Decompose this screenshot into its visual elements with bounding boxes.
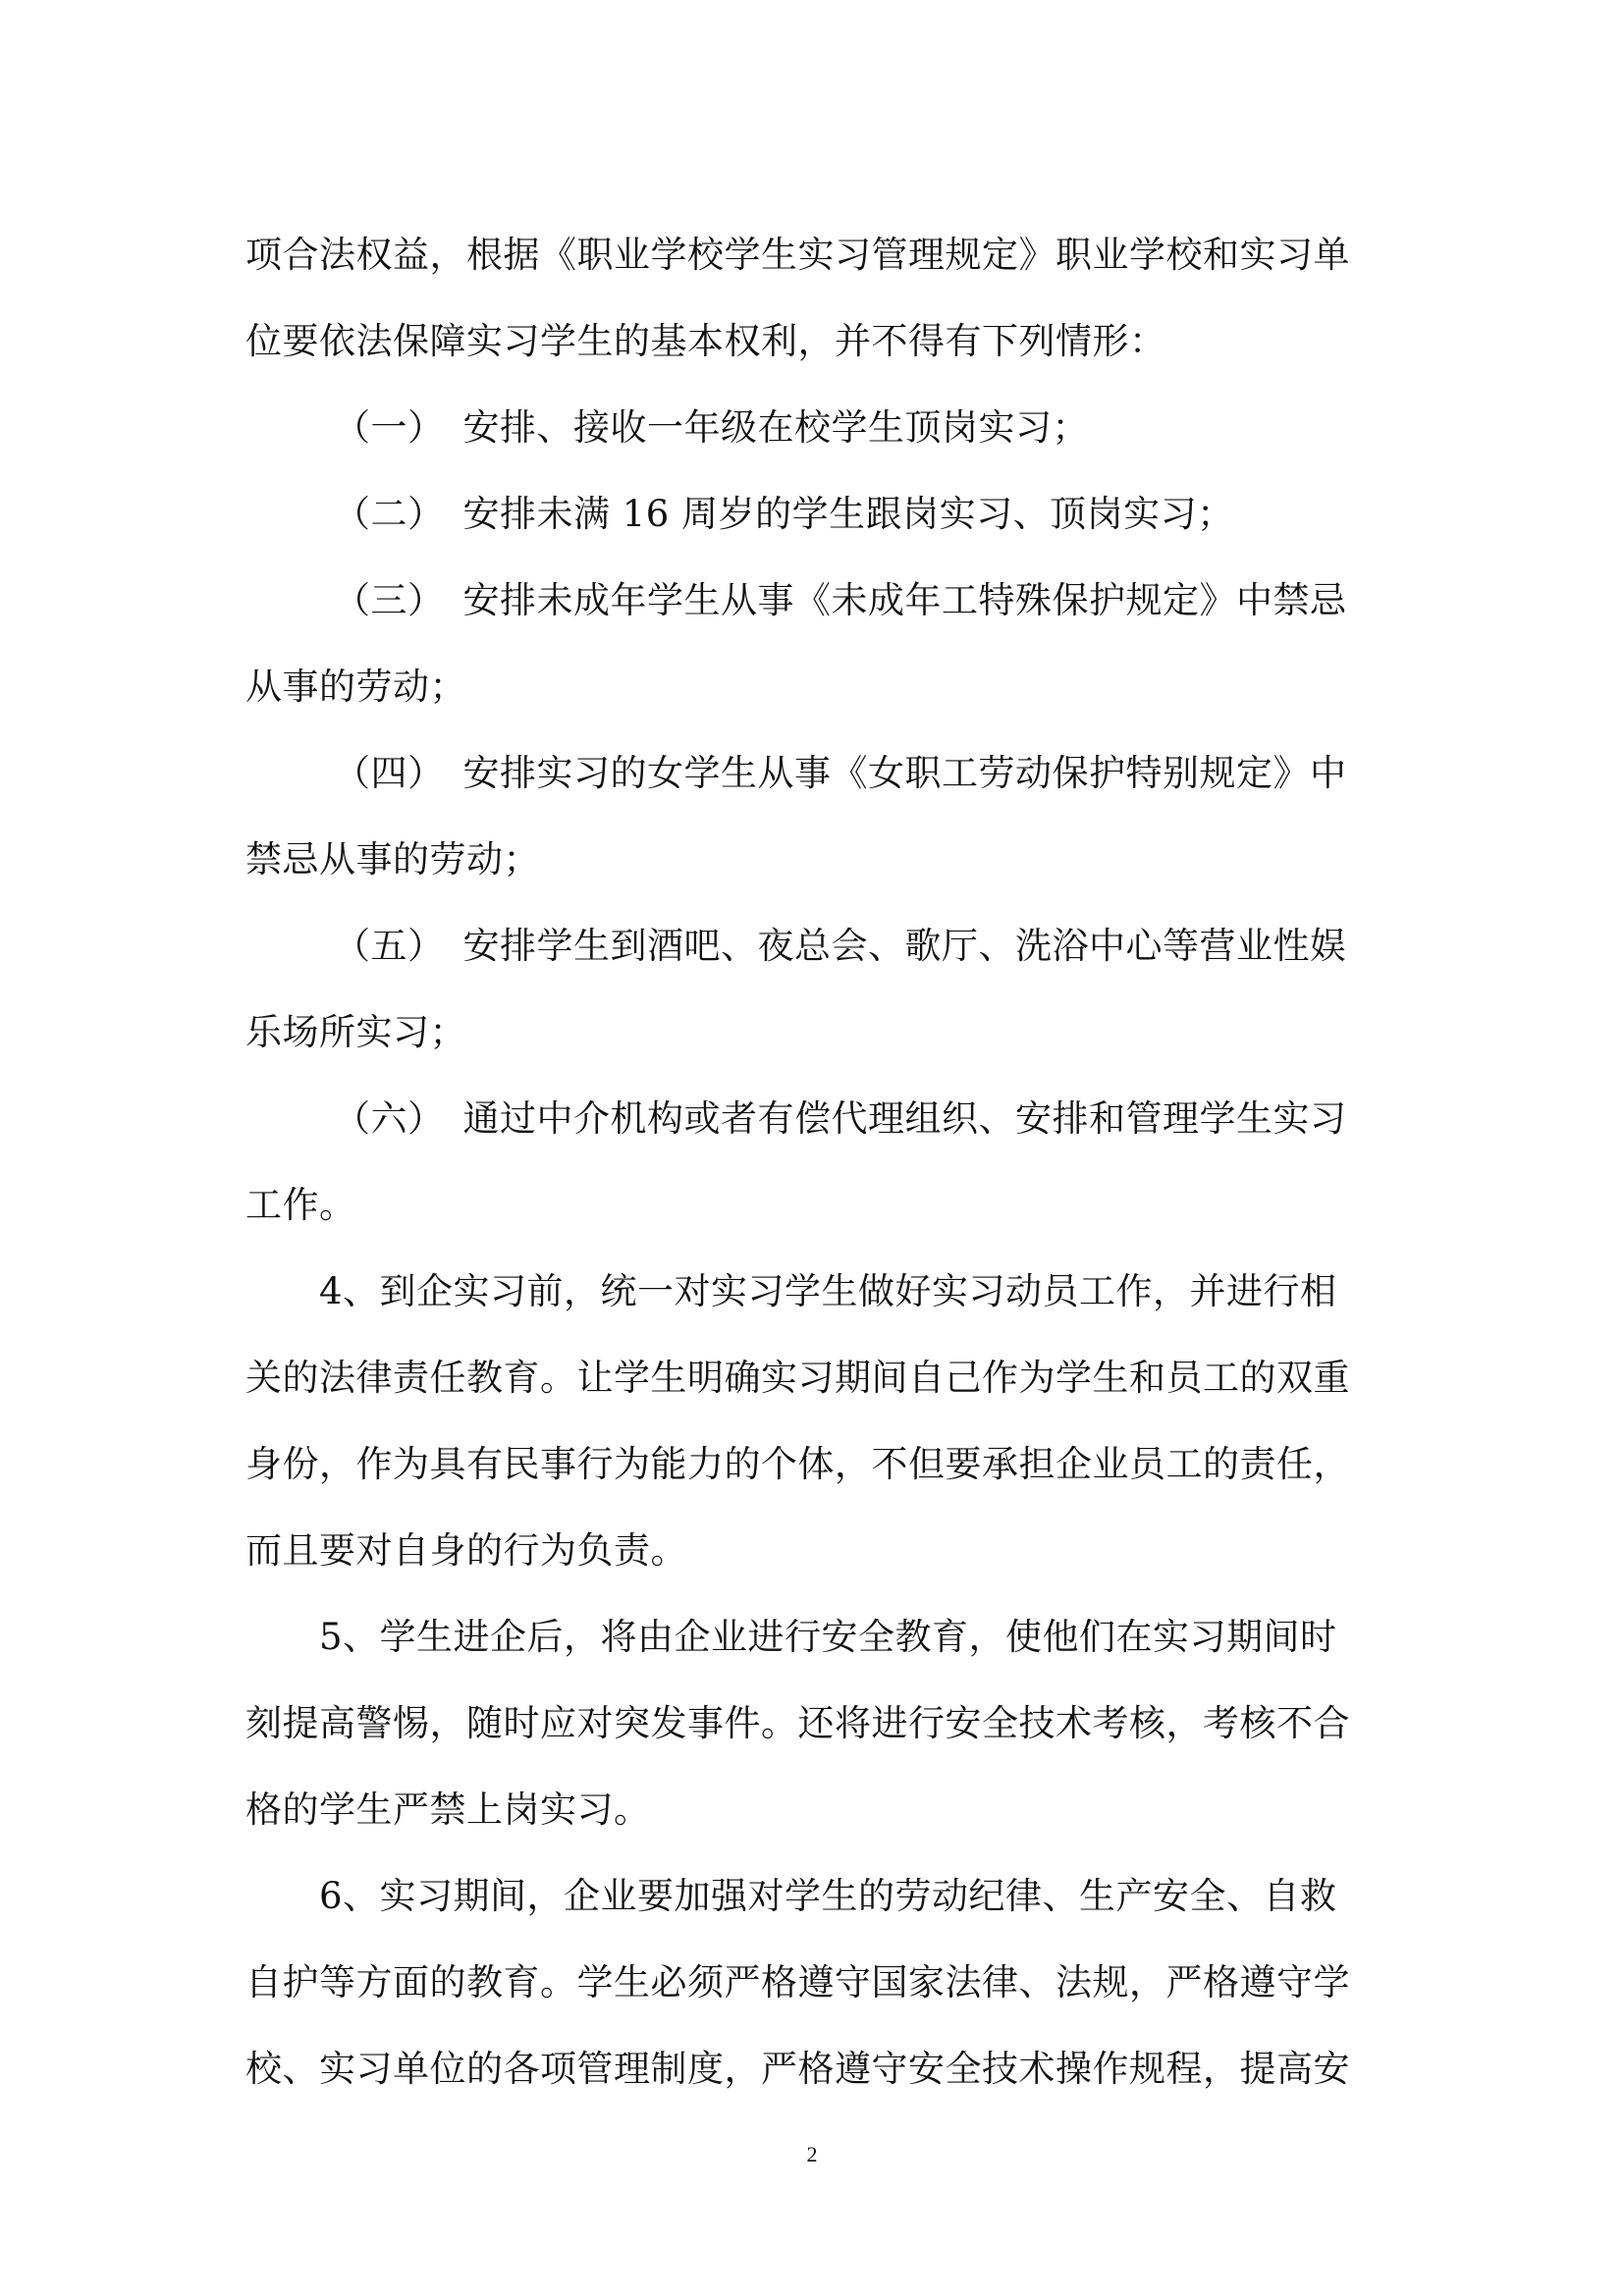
page-number: 2: [806, 2142, 818, 2166]
paragraph-line: 4、到企实习前，统一对实习学生做好实习动员工作，并进行相: [319, 1270, 1337, 1312]
text-line: 位要依法保障实习学生的基本权利，并不得有下列情形：: [245, 320, 1166, 362]
paragraph-line: 5、学生进企后，将由企业进行安全教育，使他们在实习期间时: [319, 1616, 1337, 1658]
text-line: 从事的劳动；: [245, 666, 466, 708]
paragraph-line: 刻提高警惕，随时应对突发事件。还将进行安全技术考核，考核不合: [245, 1702, 1350, 1744]
paragraph-line: 关的法律责任教育。让学生明确实习期间自己作为学生和员工的双重: [245, 1357, 1350, 1399]
list-item: （三） 安排未成年学生从事《未成年工特殊保护规定》中禁忌: [334, 579, 1347, 621]
paragraph-line: 格的学生严禁上岗实习。: [245, 1789, 651, 1831]
paragraph-line: 校、实习单位的各项管理制度，严格遵守安全技术操作规程，提高安: [245, 2048, 1350, 2090]
list-item: （四） 安排实习的女学生从事《女职工劳动保护特别规定》中: [334, 752, 1347, 794]
text-line: 工作。: [245, 1184, 356, 1226]
list-item: （二） 安排未满 16 周岁的学生跟岗实习、顶岗实习；: [334, 493, 1234, 535]
paragraph-line: 而且要对自身的行为负责。: [245, 1529, 687, 1572]
list-item: （六） 通过中介机构或者有偿代理组织、安排和管理学生实习: [334, 1097, 1347, 1140]
paragraph-line: 自护等方面的教育。学生必须严格遵守国家法律、法规，严格遵守学: [245, 1961, 1350, 2003]
list-item: （五） 安排学生到酒吧、夜总会、歌厅、洗浴中心等营业性娱: [334, 925, 1347, 967]
paragraph-line: 6、实习期间，企业要加强对学生的劳动纪律、生产安全、自救: [319, 1875, 1337, 1917]
paragraph-line: 身份，作为具有民事行为能力的个体，不但要承担企业员工的责任，: [245, 1443, 1350, 1485]
list-item: （一） 安排、接收一年级在校学生顶岗实习；: [334, 406, 1089, 449]
text-line: 项合法权益，根据《职业学校学生实习管理规定》职业学校和实习单: [245, 234, 1350, 276]
text-line: 乐场所实习；: [245, 1011, 466, 1053]
text-line: 禁忌从事的劳动；: [245, 838, 540, 881]
document-body: [245, 212, 1386, 2112]
